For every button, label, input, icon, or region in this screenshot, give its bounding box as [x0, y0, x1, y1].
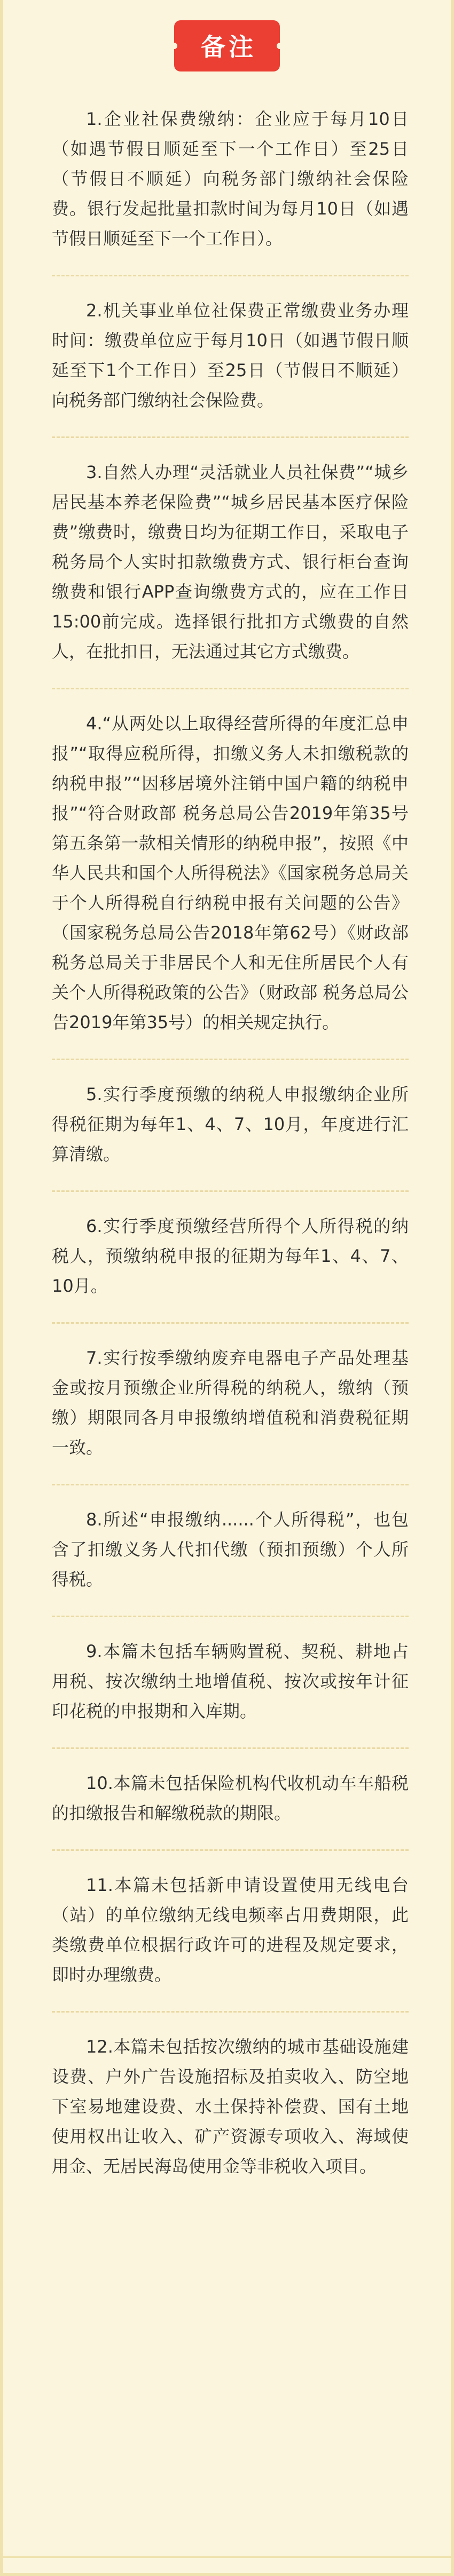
- page-title: 备注: [201, 33, 256, 61]
- note-item: 8.所述“申报缴纳......个人所得税”，也包含了扣缴义务人代扣代缴（预扣预缴）个人所得税。: [52, 1505, 409, 1617]
- note-item: 4.“从两处以上取得经营所得的年度汇总申报”“取得应税所得，扣缴义务人未扣缴税款的纳税申报”“因移居境外注销中国户籍的纳税申报”“符合财政部 税务总局公告2019年第35号第五条第一款相关情形的纳税申报”，按照《中华人民共和国个人所得税法》《国家税务总局关于个人所得税自行纳税申报有关问题的公告》（国家税务总局公告2018年第62号）《财政部 税务总局关于非居民个人和无住所居民个人有关个人所得税政策的公告》（财政部 税务总局公告2019年第35号）的相关规定执行。: [52, 709, 409, 1060]
- note-item: 5.实行季度预缴的纳税人申报缴纳企业所得税征期为每年1、4、7、10月，年度进行汇算清缴。: [52, 1079, 409, 1192]
- note-item: 10.本篇未包括保险机构代收机动车车船税的扣缴报告和解缴税款的期限。: [52, 1768, 409, 1851]
- note-item: 6.实行季度预缴经营所得个人所得税的纳税人，预缴纳税申报的征期为每年1、4、7、10月。: [52, 1211, 409, 1324]
- bottom-divider: [0, 2556, 454, 2558]
- title-badge: [174, 20, 280, 71]
- badge-notch-left: [171, 43, 177, 49]
- note-item: 2.机关事业单位社保费正常缴费业务办理时间：缴费单位应于每月10日（如遇节假日顺延至下1个工作日）至25日（节假日不顺延）向税务部门缴纳社会保险费。: [52, 296, 409, 438]
- note-item: 12.本篇未包括按次缴纳的城市基础设施建设费、户外广告设施招标及拍卖收入、防空地下室易地建设费、水土保持补偿费、国有土地使用权出让收入、矿产资源专项收入、海域使用金、无居民海岛使用金等非税收入项目。: [52, 2037, 409, 2176]
- note-item: 11.本篇未包括新申请设置使用无线电台（站）的单位缴纳无线电频率占用费期限，此类缴费单位根据行政许可的进程及规定要求，即时办理缴费。: [52, 1870, 409, 2013]
- note-item: 3.自然人办理“灵活就业人员社保费”“城乡居民基本养老保险费”“城乡居民基本医疗保险费”缴费时，缴费日均为征期工作日，采取电子税务局个人实时扣款缴费方式、银行柜台查询缴费和银行APP查询缴费方式的，应在工作日15:00前完成。选择银行批扣方式缴费的自然人，在批扣日，无法通过其它方式缴费。: [52, 457, 409, 689]
- note-item: 7.实行按季缴纳废弃电器电子产品处理基金或按月预缴企业所得税的纳税人，缴纳（预缴）期限同各月申报缴纳增值税和消费税征期一致。: [52, 1343, 409, 1485]
- note-item: 9.本篇未包括车辆购置税、契税、耕地占用税、按次缴纳土地增值税、按次或按年计征印花税的申报期和入库期。: [52, 1636, 409, 1749]
- title-area: [0, 20, 454, 71]
- badge-notch-right: [277, 43, 283, 49]
- note-item: 1.企业社保费缴纳：企业应于每月10日（如遇节假日顺延至下一个工作日）至25日（节假日不顺延）向税务部门缴纳社会保险费。银行发起批量扣款时间为每月10日（如遇节假日顺延至下一个工作日）。: [52, 104, 409, 276]
- notes-list: [52, 104, 409, 2222]
